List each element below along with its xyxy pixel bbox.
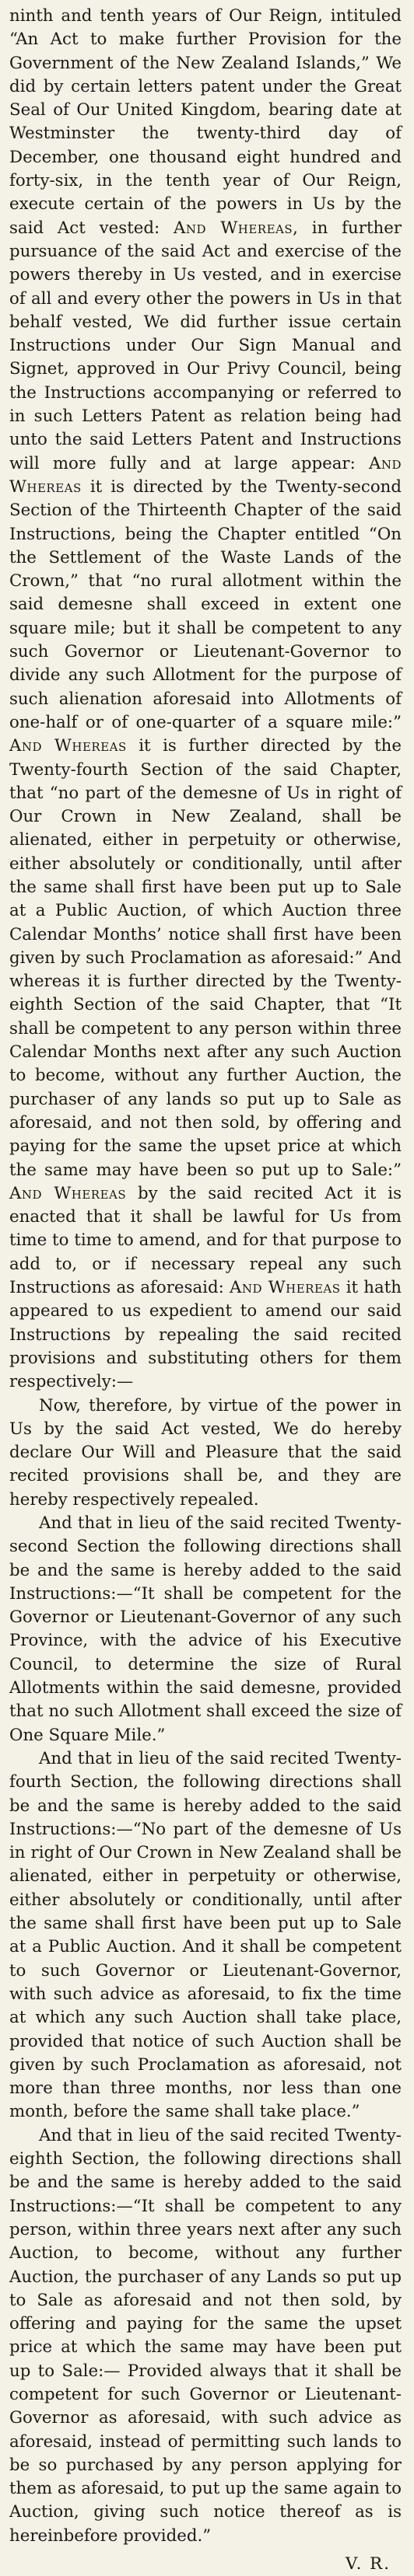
paragraph: [9, 1394, 402, 1512]
signature: V. R.: [345, 2554, 391, 2574]
text-segment: Now, therefore, by virtue of the power in Us by the said Act vested, We do hereby declare Our Will and Pleasure that the said recited provisions shall be, and they are hereby respectively repealed.: [9, 1395, 402, 1510]
text-segment: it is further directed by the Twenty-fourth Section of the said Chapter, that “no part of the demesne of Us in right of Our Crown in New Zealand, shall be alienated, either in perpetuity or otherwise, either absolutely or conditionally, until after the same shall first have been put up to Sale at a Public Auction, of which Auction three Calendar Months’ notice shall first have been given by such Proclamation as aforesaid:” And whereas it is further directed by the Twenty-eighth Section of the said Chapter, that “It shall be competent to any person within three Calendar Months next after any such Auction to become, without any further Auction, the purchaser of any lands so put up to Sale as aforesaid, and not then sold, by offering and paying for the same the upset price at which the same may have been so put up to Sale:”: [9, 736, 402, 1180]
text-segment: And that in lieu of the said recited Twenty-fourth Section, the following directions shall be and the same is hereby added to the said Instructions:—“No part of the demesne of Us in right of Our Crown in New Zealand shall be alienated, either in perpetuity or otherwise, either absolutely or conditionally, until after the same shall first have been put up to Sale at a Public Auction. And it shall be competent to such Governor or Lieutenant-Governor, with such advice as aforesaid, to fix the time at which any such Auction shall take place, provided that notice of such Auction shall be given by such Proclamation as aforesaid, not more than three months, nor less than one month, before the same shall take place.”: [9, 1748, 402, 2122]
text-segment: And that in lieu of the said recited Twenty-second Section the following directions shall be and the same is hereby added to the said Instructions:—“It shall be competent for the Governor or Lieutenant-Governor of any such Province, with the advice of his Executive Council, to determine the size of Rural Allotments within the said demesne, provided that no such Allotment shall exceed the size of One Square Mile.”: [9, 1513, 402, 1745]
paragraph: [9, 1747, 402, 2124]
text-segment: , in further pursuance of the said Act and exercise of the powers thereby in Us vested, and in exercise of all and every other the powers in Us in that behalf vested, We did further issue certain Instructions under Our Sign Manual and Signet, approved in Our Privy Council, being the Instructions accompanying or referred to in such Letters Patent as relation being had unto the said Letters Patent and Instructions will more fully and at large appear:: [9, 218, 402, 473]
paragraph: [9, 2124, 402, 2548]
text-segment: And that in lieu of the said recited Twenty-eighth Section, the following directions shall be and the same is hereby added to the said Instructions:—“It shall be competent to any person, within three years next after any such Auction, to become, without any further Auction, the purchaser of any Lands so put up to Sale as aforesaid and not then sold, by offering and paying for the same the upset price at which the same may have been put up to Sale:— Provided always that it shall be competent for such Governor or Lieutenant-Governor as aforesaid, with such advice as aforesaid, instead of permitting such lands to be so purchased by any person applying for them as aforesaid, to put up the same again to Auction, giving such notice thereof as is hereinbefore provided.”: [9, 2125, 402, 2546]
text-segment: it hath appeared to us expedient to amend our said Instructions by repealing the said recited provisions and substituting others for them respectively:—: [9, 1278, 402, 1392]
small-caps-phrase: And Whereas: [9, 1183, 127, 1203]
small-caps-phrase: And Whereas: [9, 736, 127, 756]
small-caps-phrase: And Whereas: [174, 218, 293, 238]
small-caps-phrase: And Whereas: [229, 1278, 341, 1298]
text-segment: it is directed by the Twenty-second Section of the Thirteenth Chapter of the said Instructions, being the Chapter entitled “On the Settlement of the Waste Lands of the Crown,” that “no rural allotment within the said demesne shall exceed in extent one square mile; but it shall be competent to any such Governor or Lieutenant-Governor to divide any such Allotment for the purpose of such alienation aforesaid into Allotments of one-half or of one-quarter of a square mile:”: [9, 476, 402, 732]
text-segment: by the said recited Act it is enacted that it shall be lawful for Us from time to time to amend, and for that purpose to add to, or if necessary repeal any such Instructions as aforesaid:: [9, 1183, 402, 1298]
text-segment: ninth and tenth years of Our Reign, intituled “An Act to make further Provision for the Government of the New Zealand Islands,” We did by certain letters patent under the Great Seal of Our United Kingdom, bearing date at Westminster the twenty-third day of December, one thousand eight hundred and forty-six, in the tenth year of Our Reign, execute certain of the powers in Us by the said Act vested:: [9, 6, 402, 238]
document-body: [9, 5, 402, 2548]
small-caps-phrase: And Whereas: [9, 453, 402, 497]
paragraph: [9, 5, 402, 1394]
paragraph: [9, 1512, 402, 1747]
